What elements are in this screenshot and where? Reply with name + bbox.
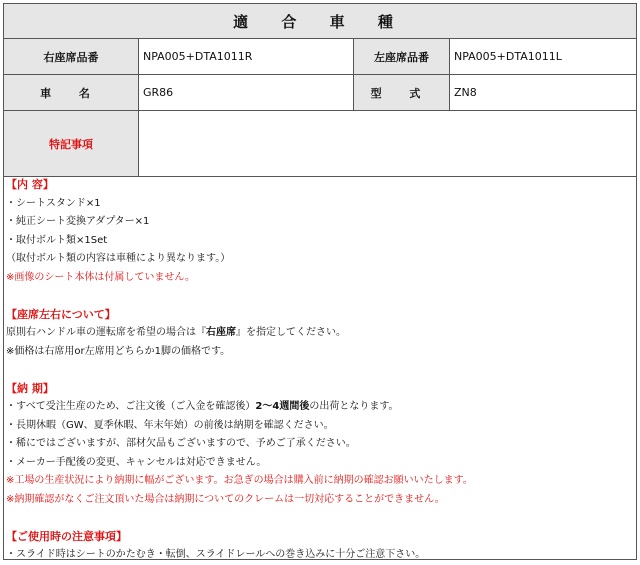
- delivery-line: ・長期休暇（GW、夏季休暇、年末年始）の前後は納期を確認ください。: [6, 419, 334, 431]
- delivery-heading: 【納 期】: [6, 381, 54, 395]
- delivery-line: ・すべて受注生産のため、ご注文後（ご入金を確認後）2〜4週間後の出荷となります。: [6, 401, 399, 412]
- delivery-warning: ※納期確認がなくご注文頂いた場合は納期についてのクレームは一切対応することができません。: [6, 493, 445, 505]
- seat-side-line: 原則右ハンドル車の運転席を希望の場合は『右座席』を指定してください。: [6, 327, 346, 338]
- page-title: 適 合 車 種: [4, 4, 636, 39]
- car-name-label: 車 名: [4, 75, 139, 111]
- usage-line: ・スライド時はシートのかたむき・転倒、スライドレールへの巻き込みに十分ご注意下さい。: [6, 549, 426, 560]
- contents-item: ・取付ボルト類×1Set: [6, 234, 108, 246]
- contents-heading: 【内 容】: [6, 178, 54, 191]
- delivery-warning: ※工場の生産状況により納期に幅がございます。お急ぎの場合は購入前に納期の確認お願いいたします。: [6, 475, 473, 486]
- notes-value: [139, 111, 636, 177]
- contents-warning: ※画像のシート本体は付属していません。: [6, 271, 195, 283]
- delivery-line: ・メーカー手配後の変更、キャンセルは対応できません。: [6, 456, 267, 468]
- delivery-line: ・稀にではございますが、部材欠品もございますので、予めご了承ください。: [6, 438, 356, 449]
- left-seat-label: 左座席品番: [354, 39, 450, 75]
- right-seat-label: 右座席品番: [4, 39, 139, 75]
- notes-label: 特記事項: [4, 111, 139, 177]
- right-seat-value: NPA005+DTA1011R: [139, 39, 354, 75]
- contents-item: ・純正シート変換アダプター×1: [6, 216, 150, 227]
- model-value: ZN8: [450, 75, 636, 111]
- model-label: 型 式: [354, 75, 450, 111]
- contents-item: ・シートスタンド×1: [6, 197, 101, 209]
- car-name-value: GR86: [139, 75, 354, 111]
- seat-side-heading: 【座席左右について】: [6, 307, 116, 321]
- left-seat-value: NPA005+DTA1011L: [450, 39, 636, 75]
- contents-item: （取付ボルト類の内容は車種により異なります。）: [6, 253, 231, 264]
- seat-side-price-note: ※価格は右席用or左席用どちらか1脚の価格です。: [6, 345, 231, 357]
- usage-heading: 【ご使用時の注意事項】: [6, 529, 127, 543]
- product-details: [6, 176, 630, 565]
